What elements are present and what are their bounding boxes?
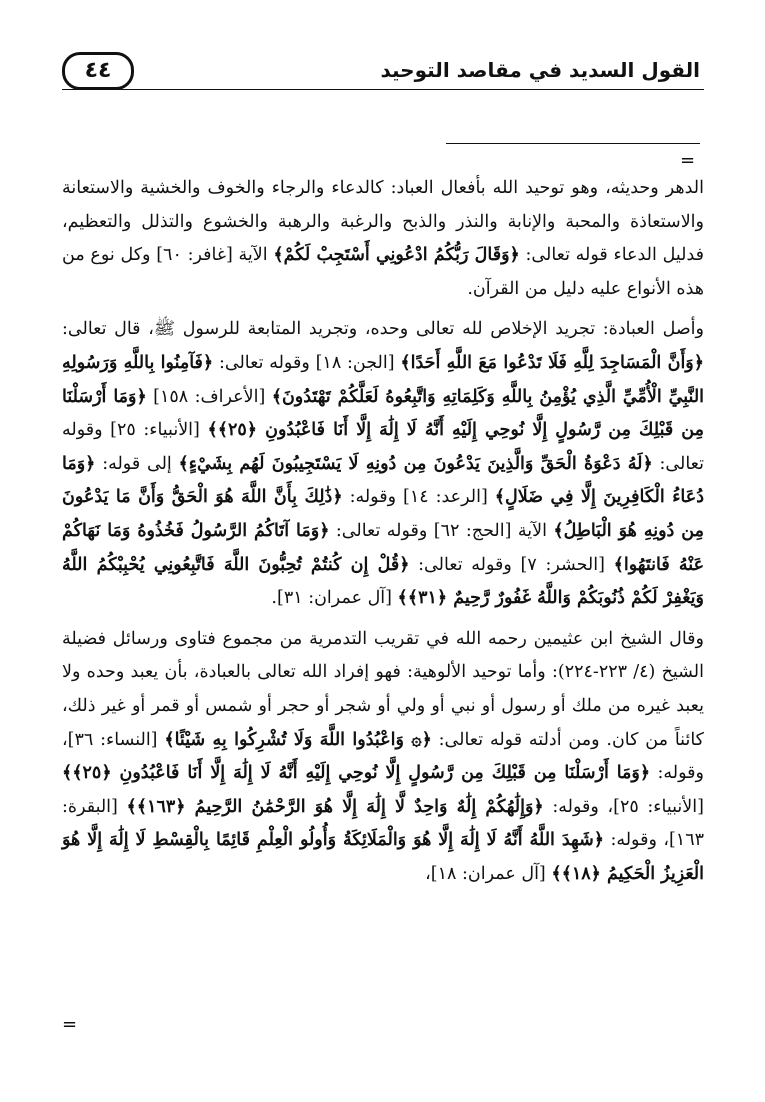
footnote-continuation-rule — [446, 143, 700, 144]
quran-verse: ﴿وَمَا آتَاكُمُ الرَّسُولُ فَخُذُوهُ وَمَا نَهَاكُمْ عَنْهُ فَانتَهُوا﴾ — [62, 520, 705, 575]
text-segment: [الرعد: ١٤] وقوله: — [342, 487, 495, 508]
quran-verse: ﴿وَإِلَٰهُكُمْ إِلَٰهٌ وَاحِدٌ لَّا إِلَٰهَ إِلَّا هُوَ الرَّحْمَٰنُ الرَّحِيمُ ﴿١٦٣﴾﴾ — [126, 796, 544, 817]
text-segment: الدهر وحديثه، وهو توحيد الله بأفعال العباد: كالدعاء والرجاء والخوف والخشية والاستعانة والاستعاذة والمحبة والإنابة والنذر والذبح والرغبة والرهبة والخشوع والتذلل والتعظيم، فدليل الدعاء قوله تعالى: — [62, 178, 705, 266]
quran-verse: ﴿قُلْ إِن كُنتُمْ تُحِبُّونَ اللَّهَ فَاتَّبِعُونِي يُحْبِبْكُمُ اللَّهُ وَيَغْفِرْ لَكُمْ ذُنُوبَكُمْ وَاللَّهُ غَفُورٌ رَّحِيمٌ ﴿٣١﴾﴾ — [62, 554, 704, 609]
quran-verse: ﴿وَمَا أَرْسَلْنَا مِن قَبْلِكَ مِن رَّسُولٍ إِلَّا نُوحِي إِلَيْهِ أَنَّهُ لَا إِلَٰهَ إِلَّا أَنَا فَاعْبُدُونِ ﴿٢٥﴾﴾ — [62, 386, 704, 441]
text-segment: [الحشر: ٧] وقوله تعالى: — [409, 554, 614, 575]
text-segment: [آل عمران: ٣١]. — [271, 588, 398, 609]
continuation-mark-top: = — [680, 150, 696, 171]
text-segment: [الأنبياء: ٢٥] وقوله تعالى: — [62, 420, 704, 474]
running-title: القول السديد في مقاصد التوحيد — [380, 58, 700, 82]
text-segment: إلى قوله: — [95, 453, 179, 474]
quran-verse: ﴿فَآمِنُوا بِاللَّهِ وَرَسُولِهِ النَّبِيِّ الْأُمِّيِّ الَّذِي يُؤْمِنُ بِاللَّهِ وَكَلِمَاتِهِ وَاتَّبِعُوهُ لَعَلَّكُمْ تَهْتَدُونَ﴾ — [62, 352, 705, 407]
quran-verse: ﴿وَمَا أَرْسَلْنَا مِن قَبْلِكَ مِن رَّسُولٍ إِلَّا نُوحِي إِلَيْهِ أَنَّهُ لَا إِلَٰهَ إِلَّا أَنَا فَاعْبُدُونِ ﴿٢٥﴾﴾ — [62, 763, 651, 784]
quran-verse: ﴿شَهِدَ اللَّهُ أَنَّهُ لَا إِلَٰهَ إِلَّا هُوَ وَالْمَلَائِكَةُ وَأُولُو الْعِلْمِ قَائِمًا بِالْقِسْطِ لَا إِلَٰهَ إِلَّا هُوَ الْعَزِيزُ الْحَكِيمُ ﴿١٨﴾﴾ — [62, 830, 704, 884]
text-segment: [الجن: ١٨] وقوله تعالى: — [213, 352, 401, 373]
text-segment: [آل عمران: ١٨]، — [425, 863, 552, 884]
paragraph — [62, 313, 704, 615]
text-segment: وقال الشيخ ابن عثيمين رحمه الله في تقريب التدمرية من مجموع فتاوى ورسائل فضيلة الشيخ (٤/ ٢٢٣-٢٢٤): وأما توحيد الألوهية: فهو إفراد الله تعالى بالعبادة، بأن يعبد وحده ولا يعبد غيره من ملك أو رسول أو نبي أو ولي أو شجر أو حجر أو شمس أو قمر أو غير ذلك، كائناً من كان. ومن أدلته قوله تعالى: — [62, 628, 704, 750]
text-segment: وأصل العبادة: تجريد الإخلاص لله تعالى وحده، وتجريد المتابعة للرسول ﷺ، قال تعالى: — [62, 319, 704, 340]
body-text — [62, 172, 704, 992]
quran-verse: ﴿۞ وَاعْبُدُوا اللَّهَ وَلَا تُشْرِكُوا بِهِ شَيْئًا﴾ — [164, 729, 432, 750]
quran-verse: ﴿لَهُ دَعْوَةُ الْحَقِّ وَالَّذِينَ يَدْعُونَ مِن دُونِهِ لَا يَسْتَجِيبُونَ لَهُم بِشَيْءٍ﴾ — [178, 453, 653, 474]
text-segment: [الأنبياء: ٢٥]، وقوله: — [543, 796, 704, 817]
text-segment: الآية [الحج: ٦٢] وقوله تعالى: — [329, 520, 554, 541]
page-header — [62, 52, 700, 92]
page-number: ٤٤ — [62, 52, 134, 90]
quran-verse: ﴿وَمَا دُعَاءُ الْكَافِرِينَ إِلَّا فِي ضَلَالٍ﴾ — [62, 453, 704, 508]
paragraph — [62, 172, 704, 306]
quran-verse: ﴿وَقَالَ رَبُّكُمُ ادْعُونِي أَسْتَجِبْ لَكُمْ﴾ — [273, 245, 520, 266]
quran-verse: ﴿ذَٰلِكَ بِأَنَّ اللَّهَ هُوَ الْحَقُّ وَأَنَّ مَا يَدْعُونَ مِن دُونِهِ هُوَ الْبَاطِلُ﴾ — [62, 487, 705, 541]
text-segment: [البقرة: ١٦٣]، وقوله: — [62, 796, 704, 851]
paragraph — [62, 623, 704, 892]
header-rule — [62, 89, 704, 90]
quran-verse: ﴿وَأَنَّ الْمَسَاجِدَ لِلَّهِ فَلَا تَدْعُوا مَعَ اللَّهِ أَحَدًا﴾ — [400, 352, 705, 373]
continuation-mark-bottom: = — [62, 1014, 78, 1035]
text-segment: [الأعراف: ١٥٨] — [146, 386, 272, 407]
text-segment: الآية [غافر: ٦٠] وكل نوع من هذه الأنواع عليه دليل من القرآن. — [62, 245, 704, 299]
text-segment: [النساء: ٣٦]، وقوله: — [62, 729, 704, 784]
